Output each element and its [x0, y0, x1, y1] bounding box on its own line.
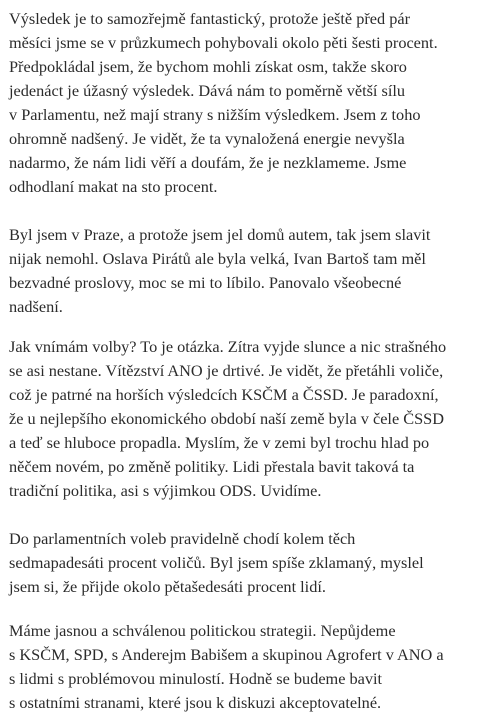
paragraph-line: Byl jsem v Praze, a protože jsem jel domů autem, tak jsem slavit [9, 225, 431, 244]
paragraph-line: jedenáct je úžasný výsledek. Dává nám to poměrně větší sílu [9, 81, 406, 100]
paragraph-line: ohromně nadšený. Je vidět, že ta vynaložená energie nevyšla [9, 129, 405, 148]
paragraph-line: sedmapadesáti procent voličů. Byl jsem spíše zklamaný, myslel [9, 553, 424, 572]
paragraph-line: Do parlamentních voleb pravidelně chodí kolem těch [9, 529, 356, 548]
paragraph-line: s ostatními stranami, které jsou k diskuzi akceptovatelné. [9, 693, 382, 712]
paragraph-line: jsem si, že přijde okolo pětašedesáti procent lidí. [9, 577, 326, 596]
paragraph-line: se asi nestane. Vítězství ANO je drtivé. Je vidět, že přetáhli voliče, [9, 361, 444, 380]
paragraph-line: což je patrné na horších výsledcích KSČM a ČSSD. Je paradoxní, [9, 385, 439, 404]
paragraph-3 [9, 335, 446, 503]
paragraph-line: něčem novém, po změně politiky. Lidi přestala bavit taková ta [9, 457, 415, 476]
paragraph-line: s KSČM, SPD, s Anderejm Babišem a skupinou Agrofert v ANO a [9, 645, 444, 664]
paragraph-4 [9, 527, 424, 599]
paragraph-line: tradiční politika, asi s výjimkou ODS. Uvidíme. [9, 481, 322, 500]
paragraph-2 [9, 223, 430, 319]
paragraph-line: nadšení. [9, 297, 63, 316]
paragraph-line: že u nejlepšího ekonomického období naší země byla v čele ČSSD [9, 409, 444, 428]
paragraph-line: bezvadné proslovy, moc se mi to líbilo. Panovalo všeobecné [9, 273, 402, 292]
paragraph-line: a teď se hluboce propadla. Myslím, že v zemi byl trochu hlad po [9, 433, 430, 452]
paragraph-line: Máme jasnou a schválenou politickou strategii. Nepůjdeme [9, 621, 396, 640]
paragraph-line: měsíci jsme se v průzkumech pohybovali okolo pěti šesti procent. [9, 33, 438, 52]
paragraph-line: nadarmo, že nám lidi věří a doufám, že je nezklameme. Jsme [9, 153, 407, 172]
paragraph-line: nijak nemohl. Oslava Pirátů ale byla velká, Ivan Bartoš tam měl [9, 249, 426, 268]
paragraph-line: v Parlamentu, než mají strany s nižším výsledkem. Jsem z toho [9, 105, 421, 124]
paragraph-line: s lidmi s problémovou minulostí. Hodně se budeme bavit [9, 669, 383, 688]
paragraph-line: Výsledek je to samozřejmě fantastický, protože ještě před pár [9, 9, 410, 28]
paragraph-line: odhodlaní makat na sto procent. [9, 177, 218, 196]
paragraph-line: Předpokládal jsem, že bychom mohli získat osm, takže skoro [9, 57, 407, 76]
paragraph-line: Jak vnímám volby? To je otázka. Zítra vyjde slunce a nic strašného [9, 337, 447, 356]
paragraph-5 [9, 619, 444, 715]
paragraph-1 [9, 7, 438, 199]
